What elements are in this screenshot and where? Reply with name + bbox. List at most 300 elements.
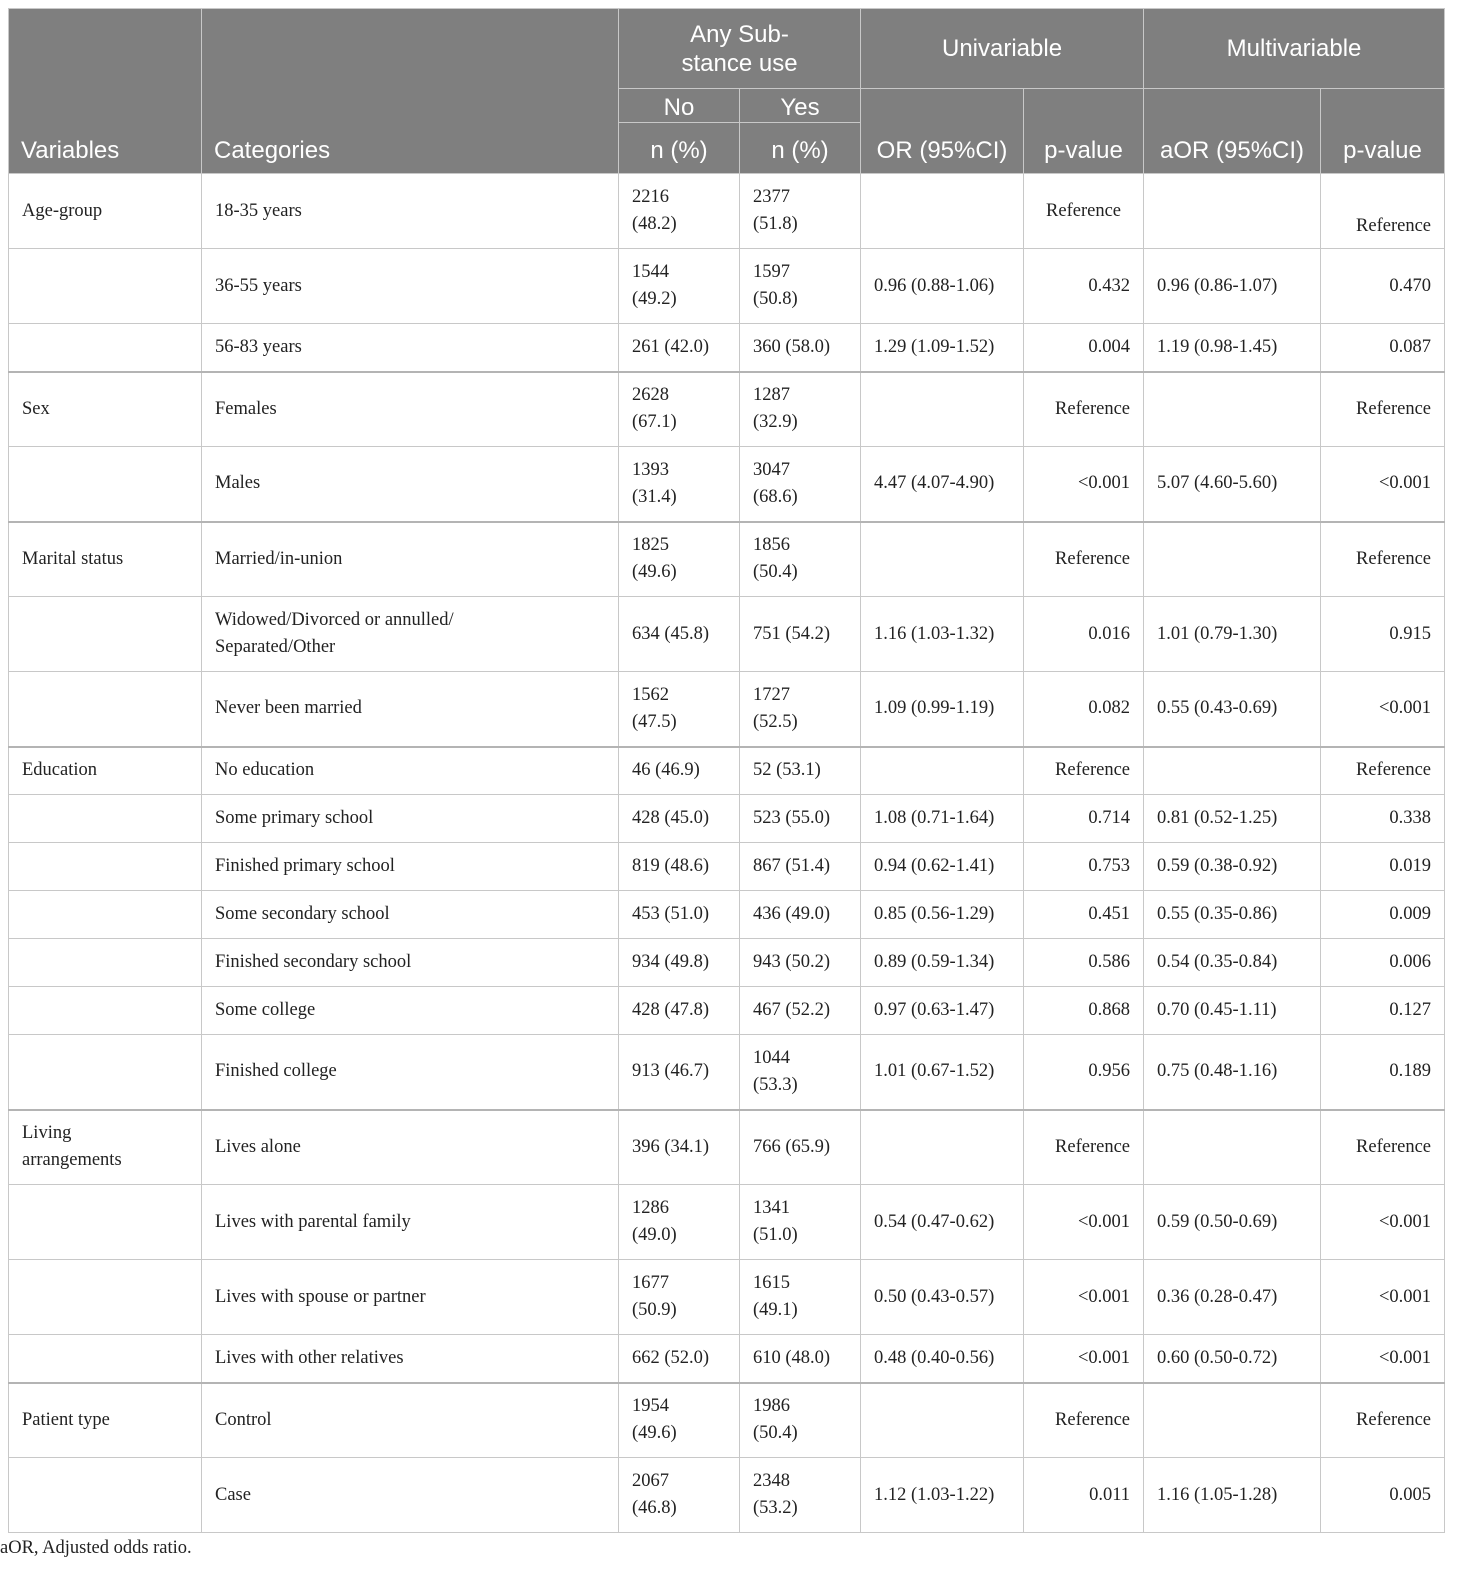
cell-no-count-text: 934 (49.8)	[632, 952, 710, 972]
cell-aor	[1144, 249, 1321, 324]
cell-category-text: Finished primary school	[215, 856, 395, 876]
cell-category-text: Widowed/Divorced or annulled/	[215, 610, 454, 630]
cell-adj-pvalue-text: Reference	[1356, 760, 1432, 781]
cell-variable-text-line2: arrangements	[22, 1150, 122, 1171]
cell-adj-pvalue	[1321, 1458, 1445, 1533]
cell-aor	[1144, 1458, 1321, 1533]
cell-aor	[1144, 372, 1321, 447]
cell-pvalue	[1024, 1383, 1144, 1458]
cell-adj-pvalue-text: Reference	[1356, 216, 1432, 236]
cell-pvalue	[1024, 1035, 1144, 1110]
cell-category	[202, 597, 619, 672]
cell-variable-text: Age-group	[22, 200, 103, 221]
header-or: OR (95%CI)	[861, 89, 1024, 174]
cell-variable	[9, 747, 202, 795]
table-header	[9, 9, 1445, 174]
cell-or	[861, 1185, 1024, 1260]
cell-variable	[9, 672, 202, 747]
cell-variable	[9, 597, 202, 672]
cell-yes-count-text-line2: (32.9)	[753, 412, 798, 433]
cell-pvalue	[1024, 324, 1144, 372]
cell-or-text: 0.97 (0.63-1.47)	[874, 1000, 995, 1020]
cell-or	[861, 891, 1024, 939]
cell-or-text: 1.12 (1.03-1.22)	[874, 1484, 995, 1505]
cell-no-count	[619, 1260, 740, 1335]
header-no: No	[619, 89, 740, 123]
cell-pvalue-text: Reference	[1055, 548, 1131, 569]
cell-pvalue	[1024, 843, 1144, 891]
cell-yes-count-text: 1597	[753, 262, 790, 282]
cell-variable	[9, 1383, 202, 1458]
cell-no-count	[619, 174, 740, 249]
cell-pvalue-text: 0.956	[1088, 1061, 1131, 1082]
cell-aor	[1144, 1383, 1321, 1458]
cell-no-count-text: 46 (46.9)	[632, 760, 700, 781]
cell-aor	[1144, 1185, 1321, 1260]
cell-no-count-text-line2: (49.0)	[632, 1225, 677, 1245]
cell-no-count-text: 634 (45.8)	[632, 623, 710, 644]
cell-adj-pvalue-text: <0.001	[1378, 1286, 1432, 1307]
cell-aor	[1144, 174, 1321, 249]
table-row	[9, 1035, 1445, 1110]
cell-yes-count-text-line2: (53.3)	[753, 1074, 798, 1095]
cell-pvalue-text: Reference	[1046, 200, 1121, 221]
cell-or-text: 0.85 (0.56-1.29)	[874, 904, 995, 924]
cell-yes-count	[740, 891, 861, 939]
cell-yes-count-text-line2: (51.0)	[753, 1225, 798, 1245]
cell-no-count-text: 428 (47.8)	[632, 1000, 710, 1020]
cell-yes-count-text-line2: (50.8)	[753, 289, 798, 309]
cell-or	[861, 795, 1024, 843]
cell-or	[861, 1335, 1024, 1383]
cell-pvalue	[1024, 1185, 1144, 1260]
cell-category-text: 56-83 years	[215, 336, 302, 357]
cell-or	[861, 1458, 1024, 1533]
cell-adj-pvalue-text: <0.001	[1378, 1211, 1432, 1232]
cell-pvalue-text: 0.432	[1088, 275, 1131, 296]
cell-no-count-text-line2: (48.2)	[632, 214, 677, 234]
cell-yes-count-text: 523 (55.0)	[753, 808, 831, 828]
cell-no-count	[619, 597, 740, 672]
cell-no-count-text: 396 (34.1)	[632, 1136, 710, 1157]
cell-yes-count	[740, 597, 861, 672]
cell-no-count-text: 2216	[632, 187, 669, 207]
cell-category	[202, 174, 619, 249]
cell-or	[861, 447, 1024, 522]
cell-no-count-text: 1286	[632, 1198, 669, 1218]
cell-category-text: Females	[215, 398, 277, 419]
cell-aor-text: 0.59 (0.50-0.69)	[1157, 1211, 1278, 1232]
cell-variable	[9, 1260, 202, 1335]
cell-pvalue	[1024, 672, 1144, 747]
cell-no-count-text: 1562	[632, 684, 669, 705]
table-row	[9, 447, 1445, 522]
cell-yes-count	[740, 939, 861, 987]
cell-adj-pvalue-text: Reference	[1356, 398, 1432, 419]
header-yes: Yes	[740, 89, 861, 123]
cell-pvalue-text: <0.001	[1077, 473, 1131, 494]
cell-yes-count	[740, 672, 861, 747]
cell-no-count-text-line2: (50.9)	[632, 1300, 677, 1320]
cell-aor-text: 0.75 (0.48-1.16)	[1157, 1061, 1278, 1082]
cell-yes-count-text: 1986	[753, 1396, 790, 1417]
cell-pvalue-text: 0.868	[1088, 1000, 1131, 1020]
cell-adj-pvalue	[1321, 1335, 1445, 1383]
cell-category	[202, 447, 619, 522]
cell-yes-count	[740, 843, 861, 891]
cell-category	[202, 372, 619, 447]
cell-adj-pvalue-text: 0.189	[1389, 1061, 1432, 1082]
cell-or-text: 1.16 (1.03-1.32)	[874, 623, 995, 644]
cell-yes-count-text: 360 (58.0)	[753, 336, 831, 357]
cell-no-count-text: 261 (42.0)	[632, 336, 710, 357]
cell-yes-count-text: 766 (65.9)	[753, 1136, 831, 1157]
cell-aor	[1144, 1110, 1321, 1185]
cell-category-text: Case	[215, 1484, 251, 1505]
cell-adj-pvalue	[1321, 447, 1445, 522]
cell-yes-count-text: 52 (53.1)	[753, 760, 821, 781]
cell-yes-count-text: 943 (50.2)	[753, 952, 831, 972]
cell-aor	[1144, 597, 1321, 672]
cell-yes-count	[740, 324, 861, 372]
cell-or-text: 0.94 (0.62-1.41)	[874, 856, 995, 876]
cell-or	[861, 987, 1024, 1035]
cell-variable	[9, 1185, 202, 1260]
cell-yes-count	[740, 1458, 861, 1533]
cell-variable	[9, 324, 202, 372]
cell-pvalue	[1024, 891, 1144, 939]
table-row	[9, 1110, 1445, 1185]
cell-pvalue	[1024, 174, 1144, 249]
cell-yes-count-text-line2: (53.2)	[753, 1498, 798, 1518]
cell-aor	[1144, 672, 1321, 747]
cell-or	[861, 324, 1024, 372]
cell-yes-count	[740, 249, 861, 324]
cell-or	[861, 747, 1024, 795]
cell-yes-count	[740, 747, 861, 795]
cell-or	[861, 1035, 1024, 1110]
cell-aor-text: 0.81 (0.52-1.25)	[1157, 808, 1278, 828]
header-univariable: Univariable	[861, 9, 1144, 89]
cell-no-count-text-line2: (67.1)	[632, 412, 677, 433]
cell-category-text: Lives with parental family	[215, 1211, 411, 1232]
cell-adj-pvalue-text: 0.470	[1389, 275, 1432, 296]
table-row	[9, 1458, 1445, 1533]
cell-category	[202, 1035, 619, 1110]
cell-yes-count-text: 1287	[753, 385, 790, 406]
table-row	[9, 522, 1445, 597]
cell-category	[202, 939, 619, 987]
cell-variable	[9, 174, 202, 249]
cell-adj-pvalue-text: 0.338	[1389, 808, 1432, 828]
cell-category	[202, 747, 619, 795]
cell-no-count-text-line2: (31.4)	[632, 486, 677, 507]
cell-aor-text: 1.01 (0.79-1.30)	[1157, 623, 1278, 644]
cell-no-count	[619, 1383, 740, 1458]
cell-pvalue-text: 0.082	[1088, 698, 1131, 719]
cell-category	[202, 1383, 619, 1458]
table-row	[9, 939, 1445, 987]
cell-category-text: 18-35 years	[215, 200, 302, 221]
header-any-substance-use-line2: stance use	[681, 49, 798, 77]
cell-no-count-text: 428 (45.0)	[632, 808, 710, 828]
cell-pvalue-text: 0.714	[1088, 808, 1131, 828]
cell-aor-text: 1.19 (0.98-1.45)	[1157, 336, 1278, 357]
cell-adj-pvalue-text: <0.001	[1378, 1347, 1432, 1368]
cell-category	[202, 1335, 619, 1383]
cell-no-count	[619, 987, 740, 1035]
cell-category	[202, 672, 619, 747]
cell-pvalue-text: Reference	[1055, 1409, 1131, 1430]
cell-adj-pvalue-text: Reference	[1356, 1409, 1432, 1430]
cell-no-count-text: 2067	[632, 1471, 669, 1491]
cell-category-text: No education	[215, 760, 315, 781]
cell-adj-pvalue	[1321, 891, 1445, 939]
cell-yes-count-text-line2: (50.4)	[753, 1423, 798, 1444]
cell-pvalue	[1024, 1335, 1144, 1383]
cell-variable	[9, 522, 202, 597]
table-row	[9, 672, 1445, 747]
cell-category	[202, 891, 619, 939]
cell-no-count-text: 662 (52.0)	[632, 1347, 710, 1368]
header-multivariable: Multivariable	[1144, 9, 1445, 89]
table-row	[9, 597, 1445, 672]
cell-adj-pvalue	[1321, 249, 1445, 324]
cell-no-count-text: 1825	[632, 535, 669, 556]
cell-or-text: 1.29 (1.09-1.52)	[874, 336, 995, 357]
cell-yes-count-text: 1615	[753, 1273, 790, 1293]
cell-or-text: 0.48 (0.40-0.56)	[874, 1347, 995, 1368]
cell-pvalue-text: 0.753	[1088, 856, 1131, 876]
cell-or-text: 4.47 (4.07-4.90)	[874, 473, 995, 494]
cell-no-count	[619, 1185, 740, 1260]
table-row	[9, 324, 1445, 372]
cell-category-text: Some secondary school	[215, 904, 390, 924]
cell-adj-pvalue-text: 0.005	[1389, 1484, 1432, 1505]
cell-aor-text: 1.16 (1.05-1.28)	[1157, 1484, 1278, 1505]
cell-variable	[9, 372, 202, 447]
cell-aor	[1144, 795, 1321, 843]
cell-yes-count	[740, 1035, 861, 1110]
cell-no-count	[619, 939, 740, 987]
cell-category-text: Lives with spouse or partner	[215, 1286, 426, 1307]
cell-variable-text: Living	[22, 1123, 72, 1144]
cell-adj-pvalue-text: 0.019	[1389, 856, 1432, 876]
cell-pvalue-text: Reference	[1055, 1136, 1131, 1157]
cell-yes-count-text: 1044	[753, 1047, 790, 1068]
header-aor: aOR (95%CI)	[1144, 89, 1321, 174]
cell-no-count	[619, 522, 740, 597]
cell-category	[202, 1110, 619, 1185]
table-row	[9, 795, 1445, 843]
cell-yes-count-text-line2: (68.6)	[753, 486, 798, 507]
cell-yes-count-text: 2348	[753, 1471, 790, 1491]
table-row	[9, 249, 1445, 324]
cell-category	[202, 324, 619, 372]
cell-no-count-text: 913 (46.7)	[632, 1061, 710, 1082]
cell-variable-text: Patient type	[22, 1409, 110, 1430]
cell-no-count-text: 1954	[632, 1396, 669, 1417]
cell-aor	[1144, 522, 1321, 597]
cell-yes-count-text: 3047	[753, 459, 790, 480]
cell-pvalue	[1024, 747, 1144, 795]
cell-variable	[9, 1035, 202, 1110]
cell-aor-text: 0.60 (0.50-0.72)	[1157, 1347, 1278, 1368]
cell-pvalue	[1024, 1458, 1144, 1533]
cell-aor	[1144, 843, 1321, 891]
header-categories: Categories	[202, 9, 619, 174]
cell-aor	[1144, 1260, 1321, 1335]
cell-pvalue	[1024, 795, 1144, 843]
cell-category	[202, 843, 619, 891]
cell-adj-pvalue	[1321, 939, 1445, 987]
cell-yes-count-text: 867 (51.4)	[753, 856, 831, 876]
cell-category-text: Control	[215, 1409, 272, 1430]
cell-category-text: Some primary school	[215, 808, 374, 828]
cell-yes-count	[740, 1260, 861, 1335]
cell-aor	[1144, 939, 1321, 987]
cell-aor	[1144, 1035, 1321, 1110]
cell-aor-text: 0.36 (0.28-0.47)	[1157, 1286, 1278, 1307]
cell-aor-text: 0.70 (0.45-1.11)	[1157, 1000, 1277, 1020]
cell-variable-text: Education	[22, 760, 98, 781]
cell-adj-pvalue	[1321, 987, 1445, 1035]
cell-aor	[1144, 324, 1321, 372]
cell-category-text: Lives alone	[215, 1136, 301, 1157]
cell-yes-count-text-line2: (50.4)	[753, 562, 798, 583]
cell-no-count-text-line2: (49.6)	[632, 562, 677, 583]
cell-adj-pvalue	[1321, 1260, 1445, 1335]
cell-adj-pvalue	[1321, 1035, 1445, 1110]
cell-or	[861, 1260, 1024, 1335]
cell-category	[202, 1185, 619, 1260]
cell-adj-pvalue-text: Reference	[1356, 548, 1432, 569]
cell-pvalue	[1024, 1260, 1144, 1335]
cell-pvalue-text: <0.001	[1077, 1286, 1131, 1307]
cell-no-count	[619, 324, 740, 372]
cell-or	[861, 1110, 1024, 1185]
cell-variable-text: Sex	[22, 398, 50, 419]
cell-pvalue	[1024, 1110, 1144, 1185]
cell-aor	[1144, 747, 1321, 795]
cell-yes-count-text-line2: (52.5)	[753, 711, 798, 732]
cell-adj-pvalue-text: 0.009	[1389, 904, 1432, 924]
table-row	[9, 1335, 1445, 1383]
table-row	[9, 1260, 1445, 1335]
table-row	[9, 747, 1445, 795]
cell-or	[861, 939, 1024, 987]
cell-adj-pvalue-text: Reference	[1356, 1136, 1432, 1157]
cell-adj-pvalue	[1321, 1110, 1445, 1185]
cell-aor-text: 0.54 (0.35-0.84)	[1157, 952, 1278, 972]
cell-yes-count	[740, 795, 861, 843]
cell-category	[202, 1260, 619, 1335]
cell-no-count	[619, 795, 740, 843]
cell-no-count	[619, 747, 740, 795]
cell-or	[861, 174, 1024, 249]
cell-no-count	[619, 372, 740, 447]
cell-yes-count	[740, 174, 861, 249]
cell-category	[202, 987, 619, 1035]
cell-pvalue-text: <0.001	[1077, 1347, 1131, 1368]
table-container	[0, 8, 1444, 1559]
cell-yes-count-text-line2: (49.1)	[753, 1300, 798, 1320]
cell-pvalue-text: 0.016	[1088, 623, 1131, 644]
cell-yes-count-text: 610 (48.0)	[753, 1347, 831, 1368]
cell-pvalue	[1024, 447, 1144, 522]
cell-no-count	[619, 447, 740, 522]
cell-adj-pvalue-text: <0.001	[1378, 473, 1432, 494]
cell-yes-count-text: 2377	[753, 187, 790, 207]
cell-adj-pvalue	[1321, 1185, 1445, 1260]
cell-or	[861, 843, 1024, 891]
cell-no-count	[619, 249, 740, 324]
cell-category	[202, 522, 619, 597]
cell-pvalue	[1024, 372, 1144, 447]
cell-aor	[1144, 891, 1321, 939]
cell-pvalue-text: 0.011	[1089, 1484, 1131, 1505]
cell-aor-text: 5.07 (4.60-5.60)	[1157, 473, 1278, 494]
cell-or	[861, 372, 1024, 447]
cell-pvalue-text: 0.004	[1088, 336, 1131, 357]
cell-variable	[9, 249, 202, 324]
cell-aor-text: 0.55 (0.43-0.69)	[1157, 698, 1278, 719]
cell-category-text: Finished secondary school	[215, 952, 412, 972]
cell-or-text: 1.01 (0.67-1.52)	[874, 1061, 995, 1082]
cell-or-text: 0.50 (0.43-0.57)	[874, 1286, 995, 1307]
cell-no-count-text-line2: (47.5)	[632, 711, 677, 732]
cell-category	[202, 795, 619, 843]
cell-adj-pvalue	[1321, 174, 1445, 249]
cell-no-count	[619, 1110, 740, 1185]
header-adj-pvalue: p-value	[1321, 89, 1445, 174]
cell-no-count-text: 819 (48.6)	[632, 856, 710, 876]
cell-category-text: Males	[215, 473, 261, 494]
cell-or	[861, 597, 1024, 672]
table-row	[9, 843, 1445, 891]
cell-no-count-text-line2: (46.8)	[632, 1498, 677, 1518]
cell-variable	[9, 795, 202, 843]
cell-no-count-text: 1677	[632, 1273, 669, 1293]
results-table	[8, 8, 1445, 1533]
cell-or	[861, 1383, 1024, 1458]
cell-no-count	[619, 1335, 740, 1383]
cell-pvalue-text: Reference	[1055, 760, 1131, 781]
cell-or-text: 0.89 (0.59-1.34)	[874, 952, 995, 972]
cell-adj-pvalue	[1321, 324, 1445, 372]
cell-or	[861, 522, 1024, 597]
cell-or-text: 1.08 (0.71-1.64)	[874, 808, 995, 828]
footnote: aOR, Adjusted odds ratio.	[0, 1538, 192, 1558]
cell-adj-pvalue	[1321, 795, 1445, 843]
cell-adj-pvalue-text: 0.006	[1389, 952, 1432, 972]
cell-no-count	[619, 672, 740, 747]
cell-yes-count	[740, 1335, 861, 1383]
cell-or-text: 1.09 (0.99-1.19)	[874, 698, 995, 719]
table-row	[9, 987, 1445, 1035]
cell-yes-count	[740, 1185, 861, 1260]
cell-or	[861, 672, 1024, 747]
table-row	[9, 891, 1445, 939]
cell-yes-count	[740, 1383, 861, 1458]
cell-category-text: Finished college	[215, 1061, 337, 1082]
table-row	[9, 1383, 1445, 1458]
cell-aor-text: 0.96 (0.86-1.07)	[1157, 275, 1278, 296]
cell-variable	[9, 891, 202, 939]
table-row	[9, 1185, 1445, 1260]
cell-pvalue	[1024, 522, 1144, 597]
cell-variable	[9, 987, 202, 1035]
